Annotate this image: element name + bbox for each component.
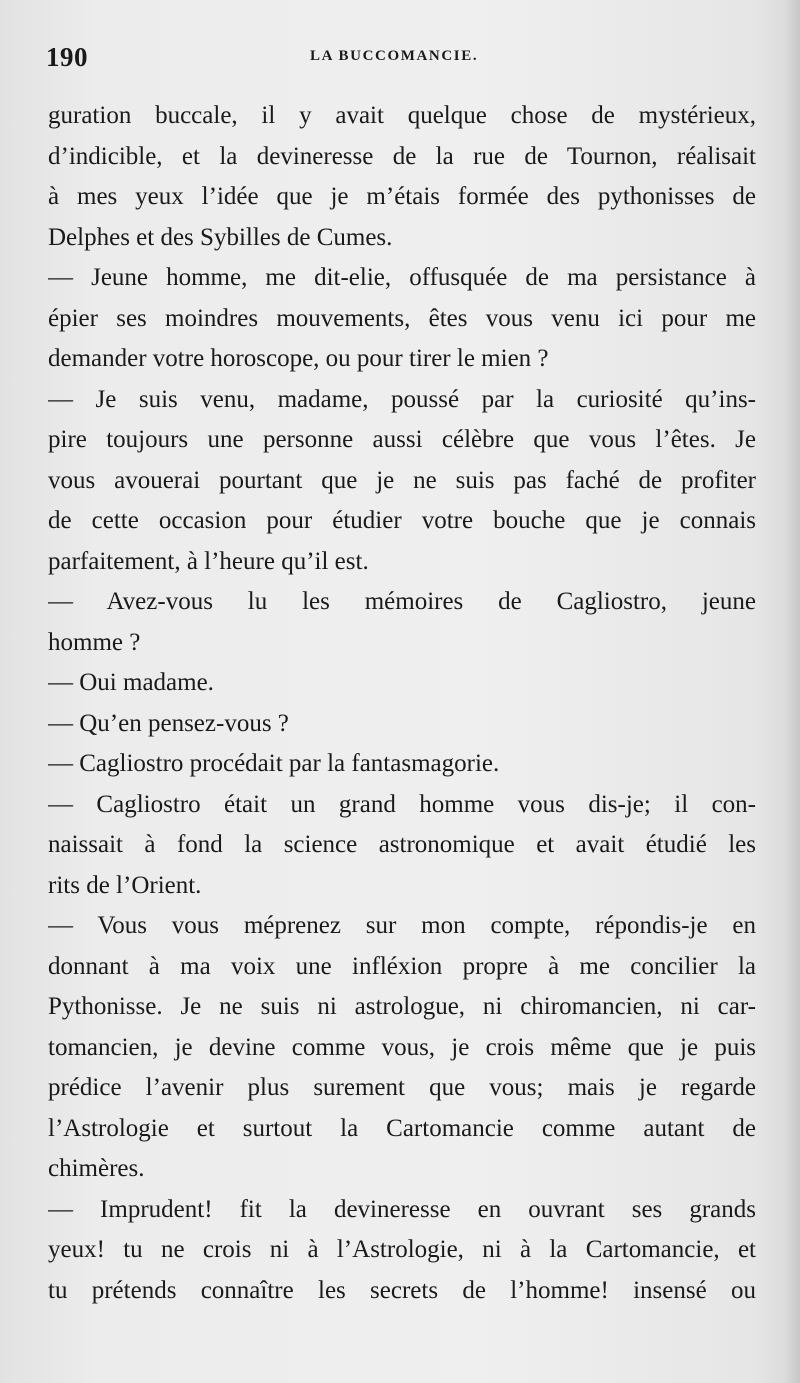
- text-line: Delphes et des Sybilles de Cumes.: [48, 223, 393, 251]
- text-line: yeux! tu ne crois ni à l’Astrologie, ni à la Cartomancie, et: [48, 1236, 756, 1263]
- text-line: prédice l’avenir plus surement que vous; mais je regarde: [48, 1074, 756, 1101]
- text-line: — Cagliostro était un grand homme vous dis-je; il con-: [48, 790, 756, 818]
- text-line: pire toujours une personne aussi célèbre que vous l’êtes. Je: [48, 426, 756, 453]
- text-line: l’Astrologie et surtout la Cartomancie comme autant de: [48, 1114, 756, 1142]
- text-line: de cette occasion pour étudier votre bouche que je connais: [48, 507, 756, 534]
- text-line: épier ses moindres mouvements, êtes vous venu ici pour me: [48, 304, 756, 332]
- page-header: [46, 42, 752, 78]
- text-line: chimères.: [48, 1155, 145, 1182]
- text-line: — Cagliostro procédait par la fantasmagorie.: [48, 750, 500, 777]
- text-line: donnant à ma voix une infléxion propre à me concilier la: [48, 952, 756, 980]
- text-line: — Qu’en pensez-vous ?: [48, 709, 289, 737]
- text-line: guration buccale, il y avait quelque chose de mystérieux,: [48, 102, 756, 129]
- text-line: rits de l’Orient.: [48, 871, 202, 899]
- text-line: tomancien, je devine comme vous, je crois même que je puis: [48, 1033, 756, 1061]
- page-number: 190: [46, 42, 88, 72]
- text-line: Pythonisse. Je ne suis ni astrologue, ni chiromancien, ni car-: [48, 993, 756, 1020]
- text-line: — Vous vous méprenez sur mon compte, répondis-je en: [48, 912, 756, 939]
- body-text: [48, 96, 756, 1311]
- text-line: — Avez-vous lu les mémoires de Cagliostro, jeune: [48, 588, 756, 615]
- text-line: naissait à fond la science astronomique et avait étudié les: [48, 831, 756, 858]
- text-line: — Oui madame.: [48, 669, 214, 696]
- text-line: vous avouerai pourtant que je ne suis pas faché de profiter: [48, 466, 756, 494]
- text-line: parfaitement, à l’heure qu’il est.: [48, 547, 369, 575]
- running-head: LA BUCCOMANCIE.: [310, 48, 479, 64]
- page-edge-shadow: [784, 0, 800, 1383]
- text-line: homme ?: [48, 628, 141, 656]
- text-line: d’indicible, et la devineresse de la rue de Tournon, réalisait: [48, 142, 756, 170]
- text-line: — Je suis venu, madame, poussé par la curiosité qu’ins-: [48, 385, 756, 413]
- text-line: demander votre horoscope, ou pour tirer le mien ?: [48, 345, 549, 372]
- text-line: à mes yeux l’idée que je m’étais formée des pythonisses de: [48, 183, 756, 210]
- text-line: tu prétends connaître les secrets de l’homme! insensé ou: [48, 1276, 756, 1304]
- text-line: — Imprudent! fit la devineresse en ouvrant ses grands: [48, 1195, 756, 1223]
- text-line: — Jeune homme, me dit-elie, offusquée de ma persistance à: [48, 264, 756, 291]
